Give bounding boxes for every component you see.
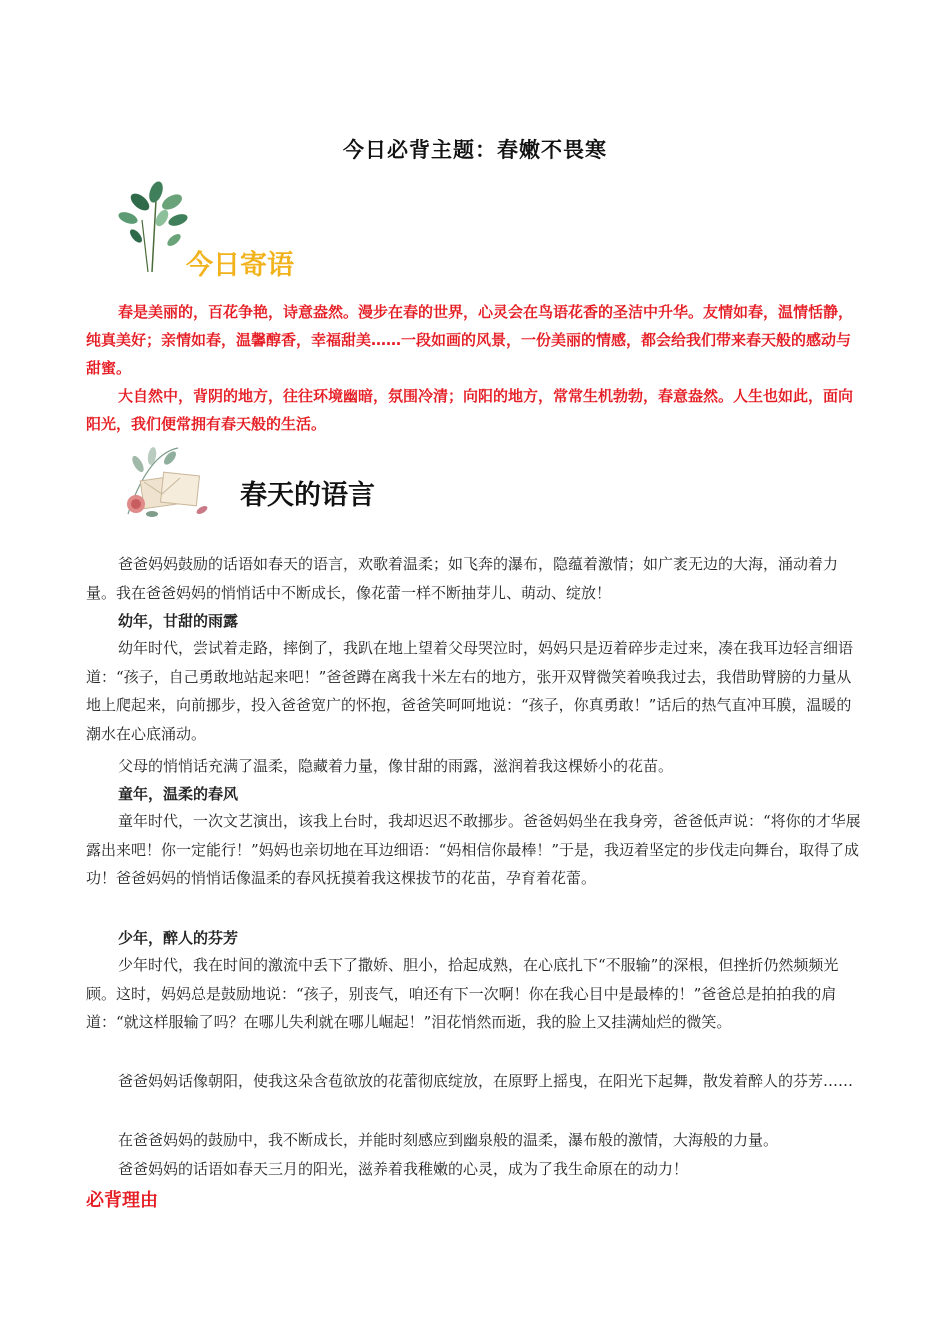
section-3-paragraph-4: 爸爸妈妈的话语如春天三月的阳光，滋养着我稚嫩的心灵，成为了我生命原在的动力！ xyxy=(118,1160,689,1178)
section-heading-2: 童年，温柔的春风 xyxy=(118,785,239,803)
leaf-branch-icon xyxy=(112,180,194,272)
section-1-paragraph-1: 幼年时代，尝试着走路，摔倒了，我趴在地上望着父母哭泣时，妈妈只是迈着碎步走过来，凑在我耳边轻言细语道：“孩子，自己勇敢地站起来吧！”爸爸蹲在离我十米左右的地方，张开双臂微笑着唤我过去，我借助臂膀的力量从地上爬起来，向前挪步，投入爸爸宽广的怀抱，爸爸笑呵呵地说：“孩子，你真勇敢！”话后的热气直冲耳膜，温暖的潮水在心底涌动。 xyxy=(86,639,854,743)
section-3-paragraph-1: 少年时代，我在时间的激流中丢下了撒娇、胆小，拾起成熟，在心底扎下“不服输”的深根，但挫折仍然频频光顾。这时，妈妈总是鼓励地说：“孩子，别丧气，咱还有下一次啊！你在我心目中是最棒的！”爸爸总是拍拍我的肩道：“就这样服输了吗？在哪儿失利就在哪儿崛起！”泪花悄然而逝，我的脸上又挂满灿烂的微笑。 xyxy=(86,956,839,1031)
motto-heading: 今日寄语 xyxy=(186,250,294,281)
section-3-paragraph-2: 爸爸妈妈话像朝阳，使我这朵含苞欲放的花蕾彻底绽放，在原野上摇曳，在阳光下起舞，散发着醉人的芬芳…… xyxy=(118,1072,854,1090)
reason-heading: 必背理由 xyxy=(86,1190,158,1211)
article-intro: 爸爸妈妈鼓励的话语如春天的语言，欢歌着温柔；如飞奔的瀑布，隐蕴着激情；如广袤无边的大海，涌动着力量。我在爸爸妈妈的悄悄话中不断成长，像花蕾一样不断抽芽儿、萌动、绽放！ xyxy=(86,555,839,602)
article-title: 春天的语言 xyxy=(240,480,375,511)
section-heading-3: 少年，醉人的芬芳 xyxy=(118,929,239,947)
letter-flower-icon xyxy=(118,444,210,522)
section-2-paragraph-1: 童年时代，一次文艺演出，该我上台时，我却迟迟不敢挪步。爸爸妈妈坐在我身旁，爸爸低声说：“将你的才华展露出来吧！你一定能行！”妈妈也亲切地在耳边细语：“妈相信你最棒！”于是，我迈着坚定的步伐走向舞台，取得了成功！爸爸妈妈的悄悄话像温柔的春风抚摸着我这棵拔节的花苗，孕育着花蕾。 xyxy=(86,812,861,887)
motto-paragraph-1: 春是美丽的，百花争艳，诗意盎然。漫步在春的世界，心灵会在鸟语花香的圣洁中升华。友情如春，温情恬静，纯真美好；亲情如春，温馨醇香，幸福甜美……一段如画的风景，一份美丽的情感，都会给我们带来春天般的感动与甜蜜。 xyxy=(86,303,854,377)
section-1-paragraph-2: 父母的悄悄话充满了温柔，隐藏着力量，像甘甜的雨露，滋润着我这棵娇小的花苗。 xyxy=(118,757,674,775)
motto-paragraph-2: 大自然中，背阴的地方，往往环境幽暗，氛围冷清；向阳的地方，常常生机勃勃，春意盎然。人生也如此，面向阳光，我们便常拥有春天般的生活。 xyxy=(86,387,854,433)
page-title: 今日必背主题：春嫩不畏寒 xyxy=(343,137,607,162)
section-3-paragraph-3: 在爸爸妈妈的鼓励中，我不断成长，并能时刻感应到幽泉般的温柔，瀑布般的激情，大海般的力量。 xyxy=(118,1131,779,1149)
section-heading-1: 幼年，甘甜的雨露 xyxy=(118,612,239,630)
